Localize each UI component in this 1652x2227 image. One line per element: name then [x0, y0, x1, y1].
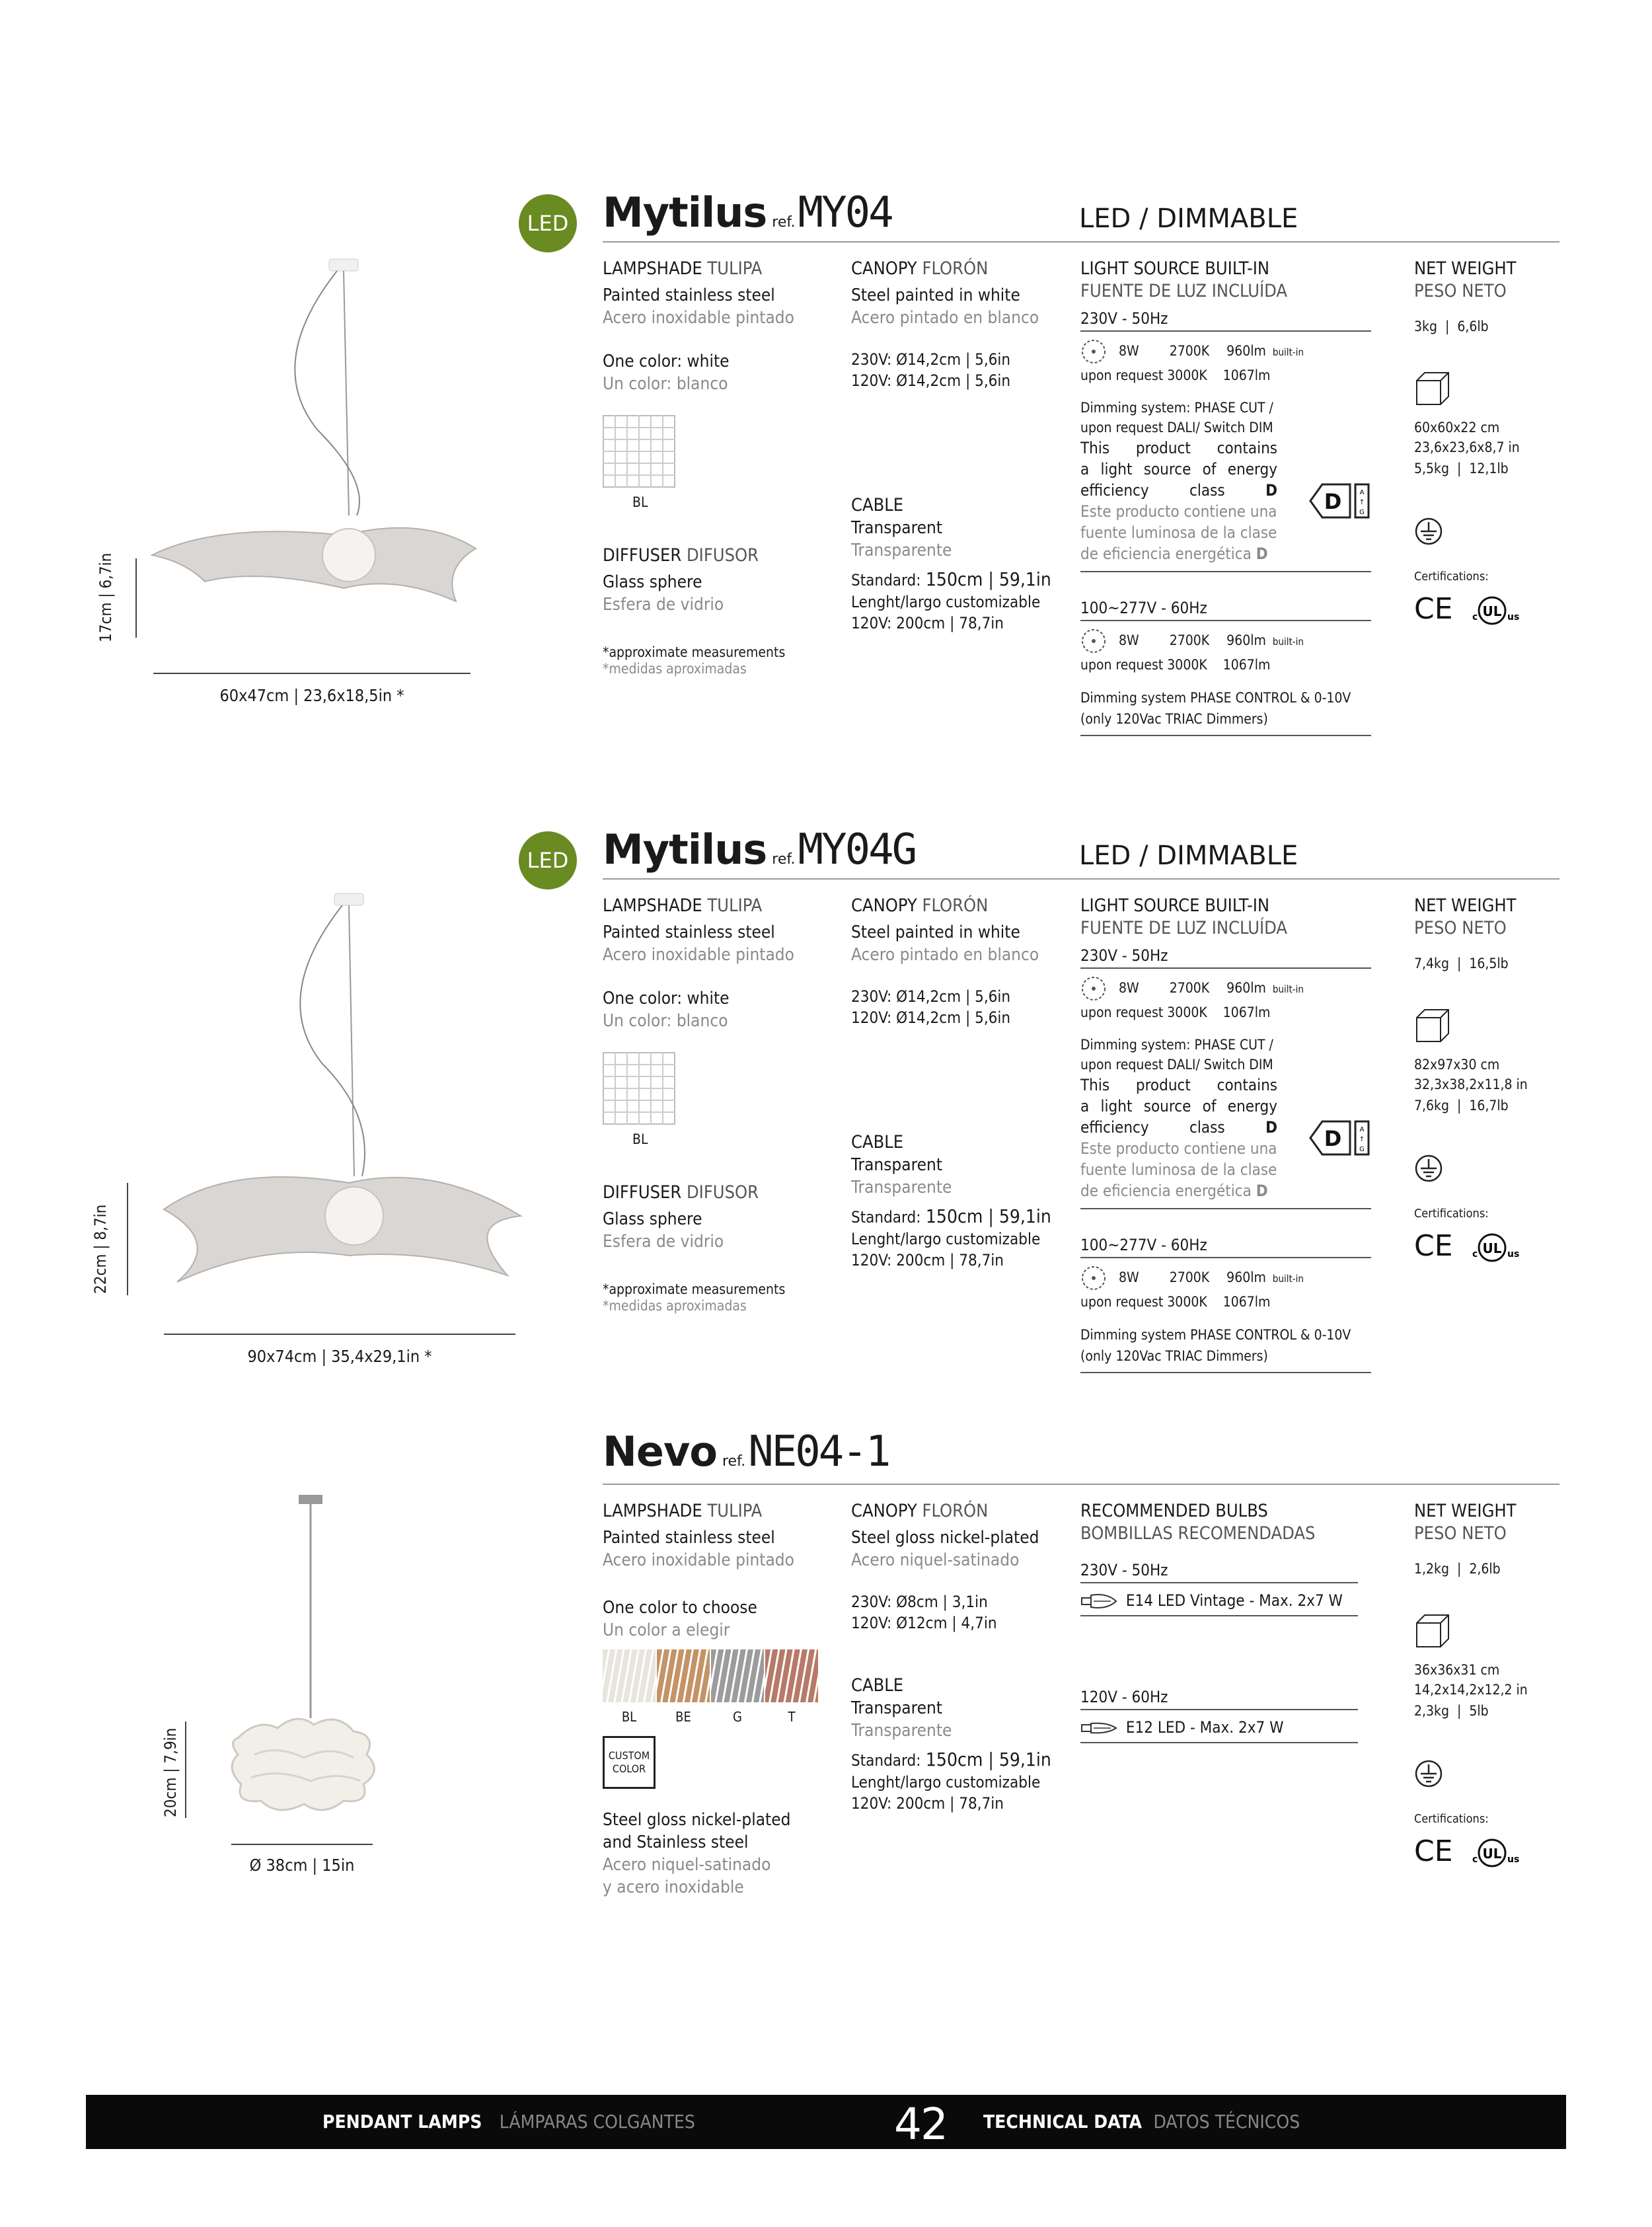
canopy-230v: 230V: Ø14,2cm | 5,6in [851, 350, 1011, 369]
white-mesh-swatch [603, 1052, 675, 1125]
canopy-230v: 230V: Ø14,2cm | 5,6in [851, 987, 1011, 1006]
height-dimension: 20cm | 7,9in [161, 1727, 180, 1817]
canopy-heading: CANOPY FLORÓN [851, 895, 989, 916]
led-chip-icon [1080, 975, 1107, 1002]
bulbs-heading-es: BOMBILLAS RECOMENDADAS [1080, 1523, 1316, 1544]
v120-request: upon request 3000K 1067lm [1080, 657, 1271, 673]
canopy-material-es: Acero niquel-satinado [851, 1550, 1020, 1570]
lampshade-material-es: Acero inoxidable pintado [603, 1550, 794, 1570]
approx-note-es: *medidas aproximadas [603, 661, 747, 677]
v120-spec: 8W 2700K 960lm built-in [1080, 628, 1371, 654]
width-dimension-line [164, 1334, 515, 1335]
ref-label: ref. [772, 214, 796, 231]
canopy-heading: CANOPY FLORÓN [851, 1501, 989, 1521]
footer-section-technical: TECHNICAL DATA DATOS TÉCNICOS [983, 2111, 1300, 2133]
led-chip-icon [1080, 1265, 1107, 1291]
canopy-120v: 120V: Ø12cm | 4,7in [851, 1614, 997, 1632]
net-weight-heading: NET WEIGHT [1414, 258, 1517, 279]
weight-column [1414, 895, 1559, 1265]
size-dimension: 90x74cm | 35,4x29,1in * [247, 1347, 432, 1366]
svg-text:CE: CE [1414, 1834, 1453, 1868]
dimming-system-1: Dimming system: PHASE CUT / [1080, 400, 1273, 416]
v230-spec: 8W 2700K 960lm built-in [1080, 975, 1371, 1002]
product-tagline: LED / DIMMABLE [1079, 204, 1298, 234]
canopy-120v: 120V: Ø14,2cm | 5,6in [851, 371, 1011, 390]
finish-es-2: y acero inoxidable [603, 1877, 744, 1897]
finish-en-2: and Stainless steel [603, 1832, 749, 1852]
svg-text:A: A [1359, 489, 1365, 496]
certifications-label: Certifications: [1414, 570, 1489, 584]
cable-custom: Lenght/largo customizable [851, 1230, 1041, 1248]
canopy-230v: 230V: Ø8cm | 3,1in [851, 1593, 988, 1611]
product-block [0, 637, 1652, 1366]
box-dimensions-cm: 36x36x31 cm [1414, 1662, 1500, 1678]
vintage-bulb-icon [1080, 1591, 1117, 1611]
cable-standard: Standard: 150cm | 59,1in [851, 568, 1051, 590]
height-dimension-line [127, 1183, 128, 1295]
cable-120v: 120V: 200cm | 78,7in [851, 614, 1004, 632]
color-option-es: Un color a elegir [603, 1620, 730, 1640]
color-option-es: Un color: blanco [603, 1011, 728, 1031]
svg-text:CE: CE [1414, 592, 1453, 626]
color-swatch-bl [603, 1649, 656, 1702]
product-name: Nevo [603, 1427, 717, 1476]
cable-material: Transparent [851, 1698, 943, 1718]
light-source-column [1080, 895, 1371, 1380]
diffuser-material-es: Esfera de vidrio [603, 1232, 724, 1252]
weight-column [1414, 1500, 1559, 1870]
box-dimensions-cm: 82x97x30 cm [1414, 1057, 1500, 1073]
net-weight-value: 3kg | 6,6lb [1414, 319, 1489, 334]
color-swatches [603, 1649, 841, 1702]
svg-text:G: G [1359, 509, 1365, 516]
swatch-label: G [733, 1709, 742, 1725]
product-title [603, 1427, 889, 1476]
diffuser-material: Glass sphere [603, 572, 702, 592]
v120-spec: 8W 2700K 960lm built-in [1080, 1265, 1371, 1291]
svg-text:G: G [1359, 1146, 1365, 1153]
width-dimension-line [231, 1844, 373, 1845]
swatch-labels [603, 1705, 841, 1728]
color-option-es: Un color: blanco [603, 374, 728, 394]
height-dimension-line [185, 1721, 186, 1818]
ref-code: NE04-1 [748, 1427, 889, 1476]
v120-heading: 100~277V - 60Hz [1080, 1236, 1207, 1254]
color-option: One color: white [603, 352, 730, 371]
cable-material-es: Transparente [851, 1721, 952, 1741]
light-source-heading: LIGHT SOURCE BUILT-IN [1080, 258, 1270, 279]
bulbs-column [1080, 1500, 1358, 1750]
approx-note: *approximate measurements [603, 1281, 786, 1297]
lampshade-heading: LAMPSHADE TULIPA [603, 258, 763, 279]
canopy-material: Steel gloss nickel-plated [851, 1528, 1039, 1548]
color-option: One color: white [603, 989, 730, 1008]
package-box-icon [1414, 1612, 1451, 1649]
cable-material-es: Transparente [851, 1178, 952, 1197]
ref-code: MY04 [798, 188, 892, 237]
v120-bulb: E12 LED - Max. 2x7 W [1080, 1717, 1358, 1738]
bulbs-heading: RECOMMENDED BULBS [1080, 1501, 1268, 1521]
energy-text: This product contains a light source of energy efficiency class D Este producto contiene una fuente luminosa de la clase de eficiencia energética D [1080, 439, 1278, 563]
title-rule [603, 878, 1559, 880]
lampshade-material: Painted stainless steel [603, 1528, 775, 1548]
net-weight-heading: NET WEIGHT [1414, 1501, 1517, 1521]
v230-request: upon request 3000K 1067lm [1080, 367, 1271, 383]
approx-note: *approximate measurements [603, 644, 786, 660]
box-dimensions-in: 14,2x14,2x12,2 in [1414, 1682, 1528, 1698]
dimming-system-2: upon request DALI/ Switch DIM [1080, 420, 1273, 435]
diffuser-heading: DIFFUSER DIFUSOR [603, 1182, 759, 1203]
dimming-system-2: upon request DALI/ Switch DIM [1080, 1057, 1273, 1073]
finish-en-1: Steel gloss nickel-plated [603, 1810, 791, 1830]
cable-custom: Lenght/largo customizable [851, 1773, 1041, 1792]
canopy-column [851, 1500, 1076, 1814]
lampshade-column [603, 1500, 841, 1899]
box-dimensions-in: 32,3x38,2x11,8 in [1414, 1076, 1528, 1092]
approx-note-es: *medidas aproximadas [603, 1298, 747, 1314]
v230-request: upon request 3000K 1067lm [1080, 1004, 1271, 1020]
svg-text:UL: UL [1482, 603, 1502, 619]
cable-custom: Lenght/largo customizable [851, 593, 1041, 611]
diffuser-material-es: Esfera de vidrio [603, 595, 724, 615]
v230-heading: 230V - 50Hz [1080, 946, 1168, 965]
height-dimension: 22cm | 8,7in [91, 1204, 110, 1294]
color-swatch-g [711, 1649, 764, 1702]
energy-text: This product contains a light source of energy efficiency class D Este producto contiene una fuente luminosa de la clase de eficiencia energética D [1080, 1076, 1278, 1200]
ce-ul-certification-icon [1414, 1228, 1533, 1265]
dimming-control-1: Dimming system PHASE CONTROL & 0-10V [1080, 690, 1351, 706]
svg-text:↑: ↑ [1359, 1136, 1365, 1143]
svg-text:UL: UL [1482, 1240, 1502, 1256]
canopy-material: Steel painted in white [851, 285, 1020, 305]
canopy-material-es: Acero pintado en blanco [851, 945, 1039, 965]
ground-symbol-icon [1414, 1759, 1443, 1788]
cable-standard: Standard: 150cm | 59,1in [851, 1205, 1051, 1227]
v120-request: upon request 3000K 1067lm [1080, 1294, 1271, 1310]
cable-heading: CABLE [851, 495, 904, 515]
cable-heading: CABLE [851, 1675, 904, 1696]
net-weight-value: 7,4kg | 16,5lb [1414, 956, 1509, 971]
svg-text:c: c [1472, 1249, 1478, 1260]
cable-standard: Standard: 150cm | 59,1in [851, 1749, 1051, 1770]
ce-ul-certification-icon [1414, 1833, 1533, 1870]
cable-material: Transparent [851, 1155, 943, 1175]
net-weight-heading-es: PESO NETO [1414, 918, 1507, 938]
canopy-column [851, 895, 1069, 1271]
certifications-label: Certifications: [1414, 1207, 1489, 1221]
light-source-heading-es: FUENTE DE LUZ INCLUÍDA [1080, 918, 1288, 938]
svg-text:D: D [1324, 489, 1342, 514]
lampshade-material: Painted stainless steel [603, 923, 775, 942]
svg-text:c: c [1472, 612, 1478, 623]
box-weight: 7,6kg | 16,7lb [1414, 1098, 1509, 1114]
led-badge: LED [519, 194, 577, 252]
size-dimension: Ø 38cm | 15in [249, 1856, 355, 1875]
dimming-control-2: (only 120Vac TRIAC Dimmers) [1080, 1348, 1268, 1364]
height-dimension: 17cm | 6,7in [96, 552, 115, 642]
custom-color-badge: CUSTOM COLOR [603, 1736, 656, 1789]
v120-heading: 120V - 60Hz [1080, 1688, 1168, 1706]
lampshade-column [603, 895, 841, 1314]
v230-bulb: E14 LED Vintage - Max. 2x7 W [1080, 1590, 1358, 1611]
product-tagline: LED / DIMMABLE [1079, 841, 1298, 871]
svg-text:us: us [1507, 1249, 1520, 1260]
cable-material-es: Transparente [851, 541, 952, 560]
certifications-label: Certifications: [1414, 1812, 1489, 1826]
swatch-label: BL [632, 494, 648, 510]
box-dimensions-cm: 60x60x22 cm [1414, 420, 1500, 435]
svg-text:us: us [1507, 1854, 1520, 1865]
product-title [603, 825, 915, 874]
v120-heading: 100~277V - 60Hz [1080, 599, 1207, 617]
product-name: Mytilus [603, 188, 767, 237]
light-source-heading: LIGHT SOURCE BUILT-IN [1080, 895, 1270, 916]
dimming-control-1: Dimming system PHASE CONTROL & 0-10V [1080, 1327, 1351, 1343]
title-rule [603, 1484, 1559, 1485]
lamp-illustration [151, 892, 560, 1355]
package-box-icon [1414, 1007, 1451, 1044]
candle-bulb-icon [1080, 1718, 1117, 1738]
canopy-heading: CANOPY FLORÓN [851, 258, 989, 279]
size-dimension: 60x47cm | 23,6x18,5in * [219, 686, 404, 705]
lampshade-material-es: Acero inoxidable pintado [603, 308, 794, 328]
color-option: One color to choose [603, 1598, 757, 1618]
led-badge: LED [519, 831, 577, 889]
v230-spec: 8W 2700K 960lm built-in [1080, 338, 1371, 365]
net-weight-heading-es: PESO NETO [1414, 281, 1507, 301]
cable-heading: CABLE [851, 1132, 904, 1152]
ref-label: ref. [722, 1453, 746, 1470]
ce-ul-certification-icon [1414, 591, 1533, 628]
lampshade-heading: LAMPSHADE TULIPA [603, 1501, 763, 1521]
net-weight-heading: NET WEIGHT [1414, 895, 1517, 916]
svg-text:us: us [1507, 612, 1520, 623]
dimming-system-1: Dimming system: PHASE CUT / [1080, 1037, 1273, 1053]
cable-120v: 120V: 200cm | 78,7in [851, 1251, 1004, 1269]
ref-code: MY04G [798, 825, 916, 874]
energy-label-icon [1309, 1120, 1371, 1156]
light-source-heading-es: FUENTE DE LUZ INCLUÍDA [1080, 281, 1288, 301]
product-name: Mytilus [603, 825, 767, 874]
lampshade-material: Painted stainless steel [603, 285, 775, 305]
canopy-material-es: Acero pintado en blanco [851, 308, 1039, 328]
canopy-120v: 120V: Ø14,2cm | 5,6in [851, 1008, 1011, 1027]
page-number: 42 [894, 2099, 947, 2150]
swatch-label: T [788, 1709, 796, 1725]
svg-text:D: D [1324, 1126, 1342, 1151]
box-dimensions-in: 23,6x23,6x8,7 in [1414, 439, 1520, 455]
swatch-label: BL [621, 1709, 637, 1725]
canopy-material: Steel painted in white [851, 923, 1020, 942]
svg-text:CE: CE [1414, 1229, 1453, 1263]
page-footer [86, 2095, 1566, 2149]
swatch-label: BL [632, 1131, 648, 1147]
dimming-control-2: (only 120Vac TRIAC Dimmers) [1080, 711, 1268, 727]
ref-label: ref. [772, 851, 796, 868]
color-swatch-be [657, 1649, 710, 1702]
svg-text:↑: ↑ [1359, 499, 1365, 506]
v230-heading: 230V - 50Hz [1080, 1561, 1168, 1579]
footer-section: PENDANT LAMPS LÁMPARAS COLGANTES [322, 2111, 695, 2133]
diffuser-material: Glass sphere [603, 1209, 702, 1229]
finish-es-1: Acero niquel-satinado [603, 1855, 771, 1875]
cable-120v: 120V: 200cm | 78,7in [851, 1794, 1004, 1813]
cable-material: Transparent [851, 518, 943, 538]
svg-text:UL: UL [1482, 1846, 1502, 1862]
lampshade-material-es: Acero inoxidable pintado [603, 945, 794, 965]
lampshade-heading: LAMPSHADE TULIPA [603, 895, 763, 916]
diffuser-heading: DIFFUSER DIFUSOR [603, 545, 759, 566]
nevo-lamp-illustration [198, 1493, 383, 1824]
box-weight: 5,5kg | 12,1lb [1414, 461, 1509, 476]
svg-text:c: c [1472, 1854, 1478, 1865]
color-swatch-t [765, 1649, 818, 1702]
box-weight: 2,3kg | 5lb [1414, 1703, 1489, 1719]
ground-symbol-icon [1414, 1154, 1443, 1183]
v230-heading: 230V - 50Hz [1080, 309, 1168, 328]
net-weight-heading-es: PESO NETO [1414, 1523, 1507, 1544]
swatch-label: BE [675, 1709, 691, 1725]
svg-text:A: A [1359, 1126, 1365, 1133]
net-weight-value: 1,2kg | 2,6lb [1414, 1561, 1501, 1577]
